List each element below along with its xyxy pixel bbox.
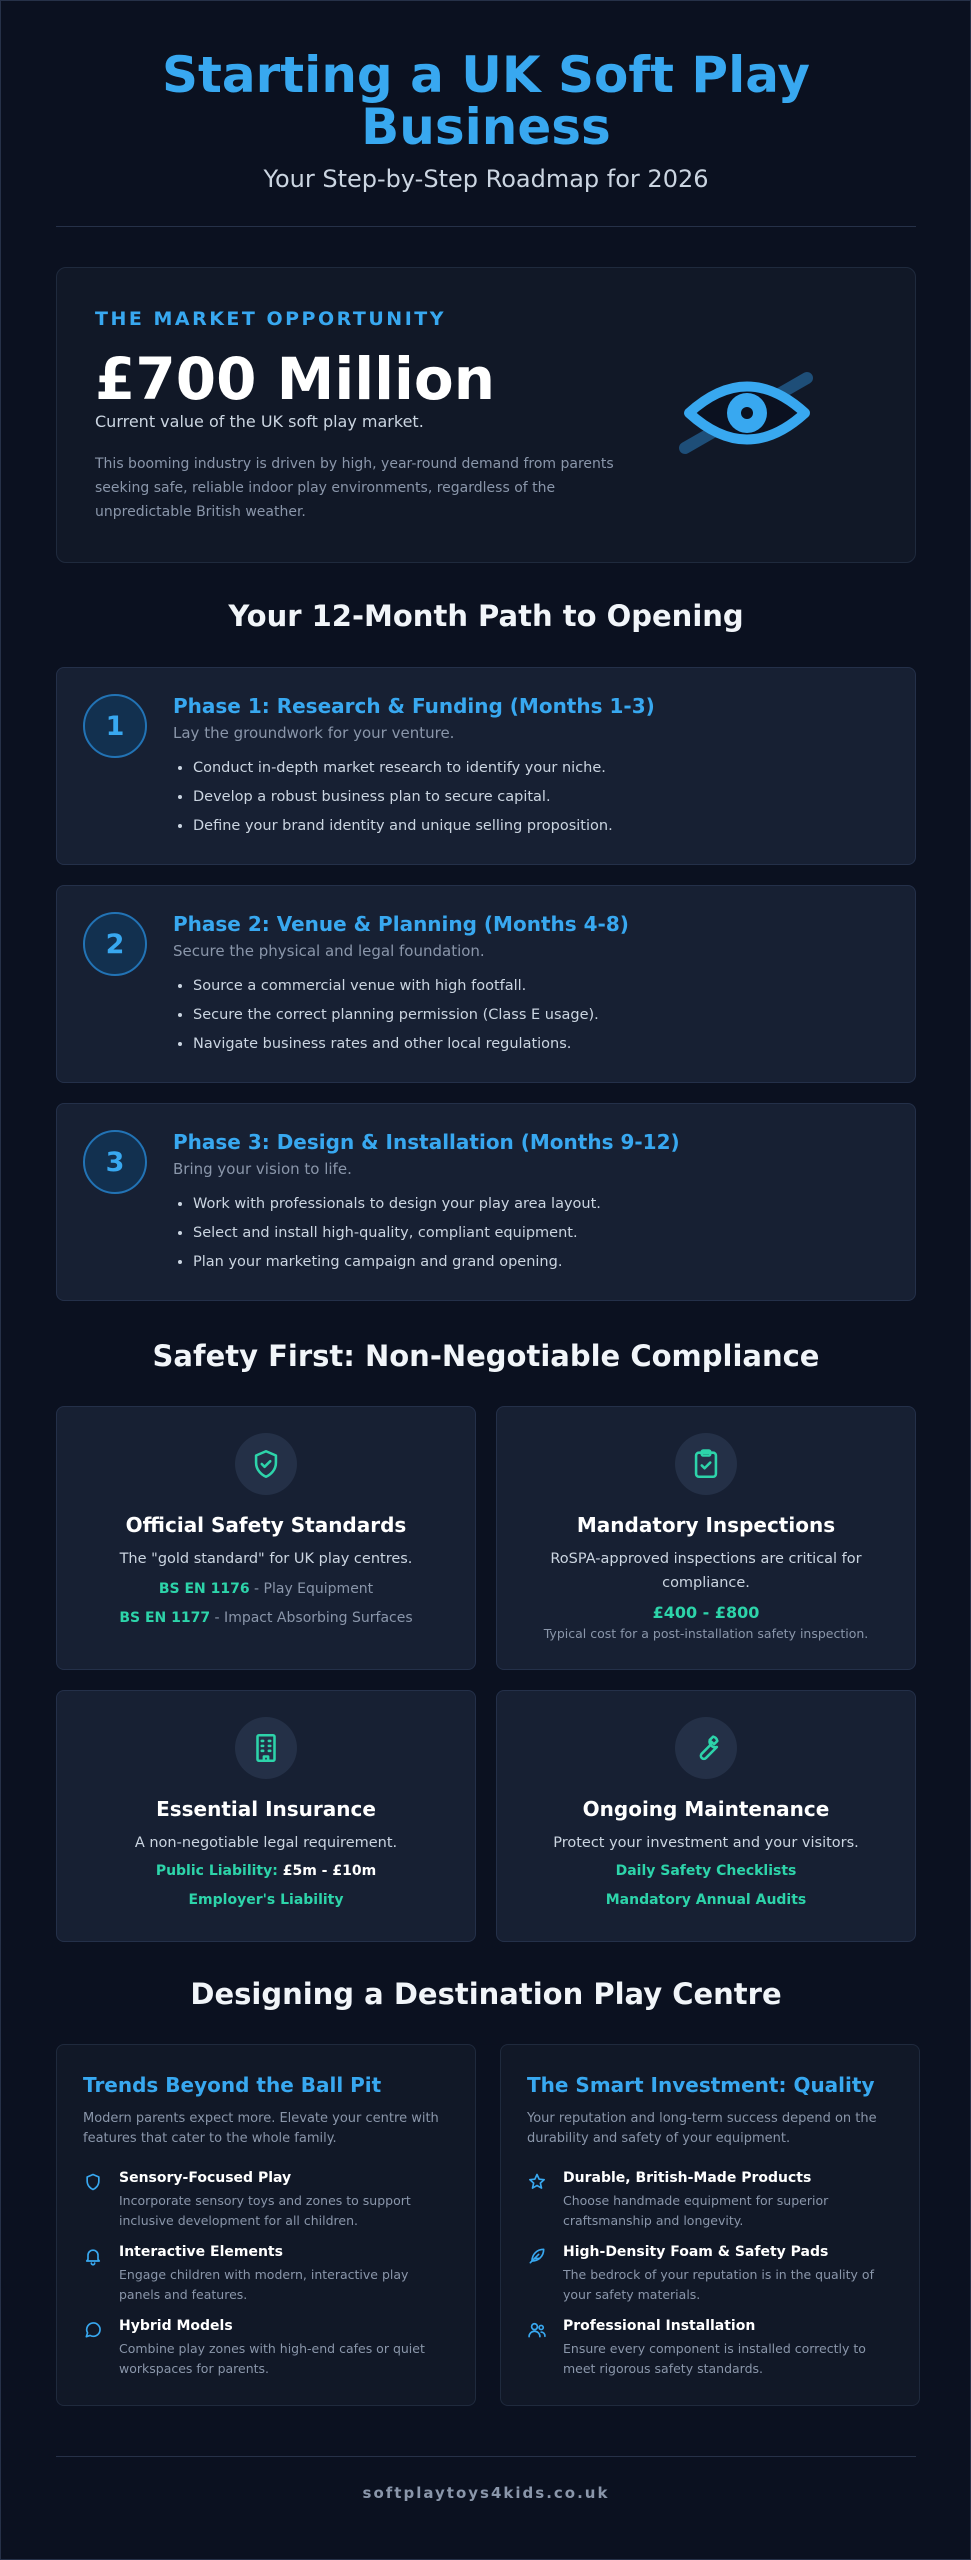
card-title: The Smart Investment: Quality (527, 2073, 875, 2097)
safety-heading: Safety First: Non-Negotiable Compliance (152, 1339, 820, 1373)
phase-card (56, 667, 916, 865)
card-subtitle: A non-negotiable legal requirement. (134, 1835, 398, 1851)
card-title: Trends Beyond the Ball Pit (83, 2073, 382, 2097)
list-item: • Secure the correct planning permission (Class E usage). (193, 1001, 599, 1030)
phase-title: Phase 1: Research & Funding (Months 1-3) (173, 694, 655, 718)
card-title: Official Safety Standards (125, 1513, 407, 1537)
header-divider (56, 226, 916, 227)
item-title: Interactive Elements (119, 2244, 283, 2260)
list-item: • Select and install high-quality, compliant equipment. (193, 1219, 601, 1248)
mandatory-inspections-card (496, 1406, 916, 1670)
footer-site: softplaytoys4kids.co.uk (362, 2484, 610, 2502)
star-icon (527, 2172, 547, 2192)
roadmap-heading: Your 12-Month Path to Opening (228, 599, 744, 633)
inspection-note: Typical cost for a post-installation safety inspection. (543, 1626, 869, 1641)
phase-card (56, 1103, 916, 1301)
item-text: Incorporate sensory toys and zones to support inclusive development for all children. (119, 2193, 411, 2228)
phase-subtitle: Lay the groundwork for your venture. (173, 724, 455, 742)
card-subtitle: The "gold standard" for UK play centres. (119, 1551, 413, 1567)
standard-text: - Play Equipment (249, 1581, 374, 1597)
standard-line (57, 1610, 475, 1626)
card-description: Your reputation and long-term success depend on the durability and safety of your equipment. (527, 2111, 877, 2146)
card-subtitle: RoSPA-approved inspections are critical for compliance. (550, 1551, 862, 1591)
phase-subtitle: Bring your vision to life. (173, 1160, 352, 1178)
shield-check-icon (235, 1433, 297, 1495)
standard-text: - Impact Absorbing Surfaces (210, 1610, 413, 1626)
market-description: This booming industry is driven by high, year-round demand from parents seeking safe, reliable indoor play environments, regardless of the unpredictable British weather. (95, 456, 614, 520)
item-title: Hybrid Models (119, 2318, 233, 2334)
item-text: Combine play zones with high-end cafes or quiet workspaces for parents. (119, 2341, 425, 2376)
item-title: Professional Installation (563, 2318, 756, 2334)
item-text: Choose handmade equipment for superior craftsmanship and longevity. (563, 2193, 829, 2228)
phase-subtitle: Secure the physical and legal foundation. (173, 942, 485, 960)
shield-icon (83, 2172, 103, 2192)
list-item: • Work with professionals to design your play area layout. (193, 1190, 601, 1219)
phase-card (56, 885, 916, 1083)
market-kicker: THE MARKET OPPORTUNITY (95, 308, 446, 330)
list-item: • Plan your marketing campaign and grand opening. (193, 1248, 601, 1277)
essential-insurance-card (56, 1690, 476, 1942)
users-icon (527, 2320, 547, 2340)
phase-title: Phase 2: Venue & Planning (Months 4-8) (173, 912, 629, 936)
phase-title: Phase 3: Design & Installation (Months 9-12) (173, 1130, 680, 1154)
maintenance-line: Daily Safety Checklists (615, 1863, 797, 1879)
item-text: Ensure every component is installed correctly to meet rigorous safety standards. (563, 2341, 866, 2376)
clipboard-check-icon (675, 1433, 737, 1495)
standard-code: BS EN 1176 (158, 1581, 250, 1597)
item-title: Durable, British-Made Products (563, 2170, 812, 2186)
chat-bubble-icon (83, 2320, 103, 2340)
phase-number: 2 (83, 912, 147, 976)
item-title: Sensory-Focused Play (119, 2170, 292, 2186)
list-item: • Navigate business rates and other local regulations. (193, 1030, 599, 1059)
trends-card (56, 2044, 476, 2406)
phase-task-list (173, 754, 613, 841)
list-item: • Develop a robust business plan to secure capital. (193, 783, 613, 812)
list-item: • Source a commercial venue with high footfall. (193, 972, 599, 1001)
maintenance-line: Mandatory Annual Audits (605, 1892, 807, 1908)
insurance-line: Employer's Liability (188, 1892, 344, 1908)
design-heading: Designing a Destination Play Centre (190, 1977, 782, 2011)
card-title: Ongoing Maintenance (582, 1797, 830, 1821)
insurance-label: Public Liability: (155, 1863, 278, 1879)
card-title: Mandatory Inspections (576, 1513, 836, 1537)
insurance-line (57, 1863, 475, 1879)
phase-number: 3 (83, 1130, 147, 1194)
ongoing-maintenance-card (496, 1690, 916, 1942)
phase-task-list (173, 1190, 601, 1277)
safety-standards-card (56, 1406, 476, 1670)
market-value: £700 Million (95, 345, 495, 413)
list-item: • Define your brand identity and unique selling proposition. (193, 812, 613, 841)
card-subtitle: Protect your investment and your visitors. (553, 1835, 859, 1851)
standard-code: BS EN 1177 (119, 1610, 211, 1626)
market-caption: Current value of the UK soft play market. (95, 412, 424, 431)
feather-icon (527, 2246, 547, 2266)
list-item: • Conduct in-depth market research to identify your niche. (193, 754, 613, 783)
item-text: The bedrock of your reputation is in the quality of your safety materials. (563, 2267, 874, 2302)
bell-icon (83, 2246, 103, 2266)
quality-card (500, 2044, 920, 2406)
page-title: Starting a UK Soft Play Business (161, 46, 811, 156)
card-description: Modern parents expect more. Elevate your centre with features that cater to the whole family. (83, 2111, 439, 2146)
item-title: High-Density Foam & Safety Pads (563, 2244, 829, 2260)
eye-icon (677, 368, 817, 458)
card-title: Essential Insurance (156, 1797, 376, 1821)
phase-task-list (173, 972, 599, 1059)
standard-line (57, 1581, 475, 1597)
inspection-cost: £400 - £800 (652, 1603, 760, 1622)
phase-number: 1 (83, 694, 147, 758)
footer-divider (56, 2456, 916, 2457)
insurance-value: £5m - £10m (277, 1863, 377, 1879)
building-icon (235, 1717, 297, 1779)
page-subtitle: Your Step-by-Step Roadmap for 2026 (263, 165, 709, 193)
item-text: Engage children with modern, interactive play panels and features. (119, 2267, 409, 2302)
wrench-icon (675, 1717, 737, 1779)
market-opportunity-card (56, 267, 916, 563)
